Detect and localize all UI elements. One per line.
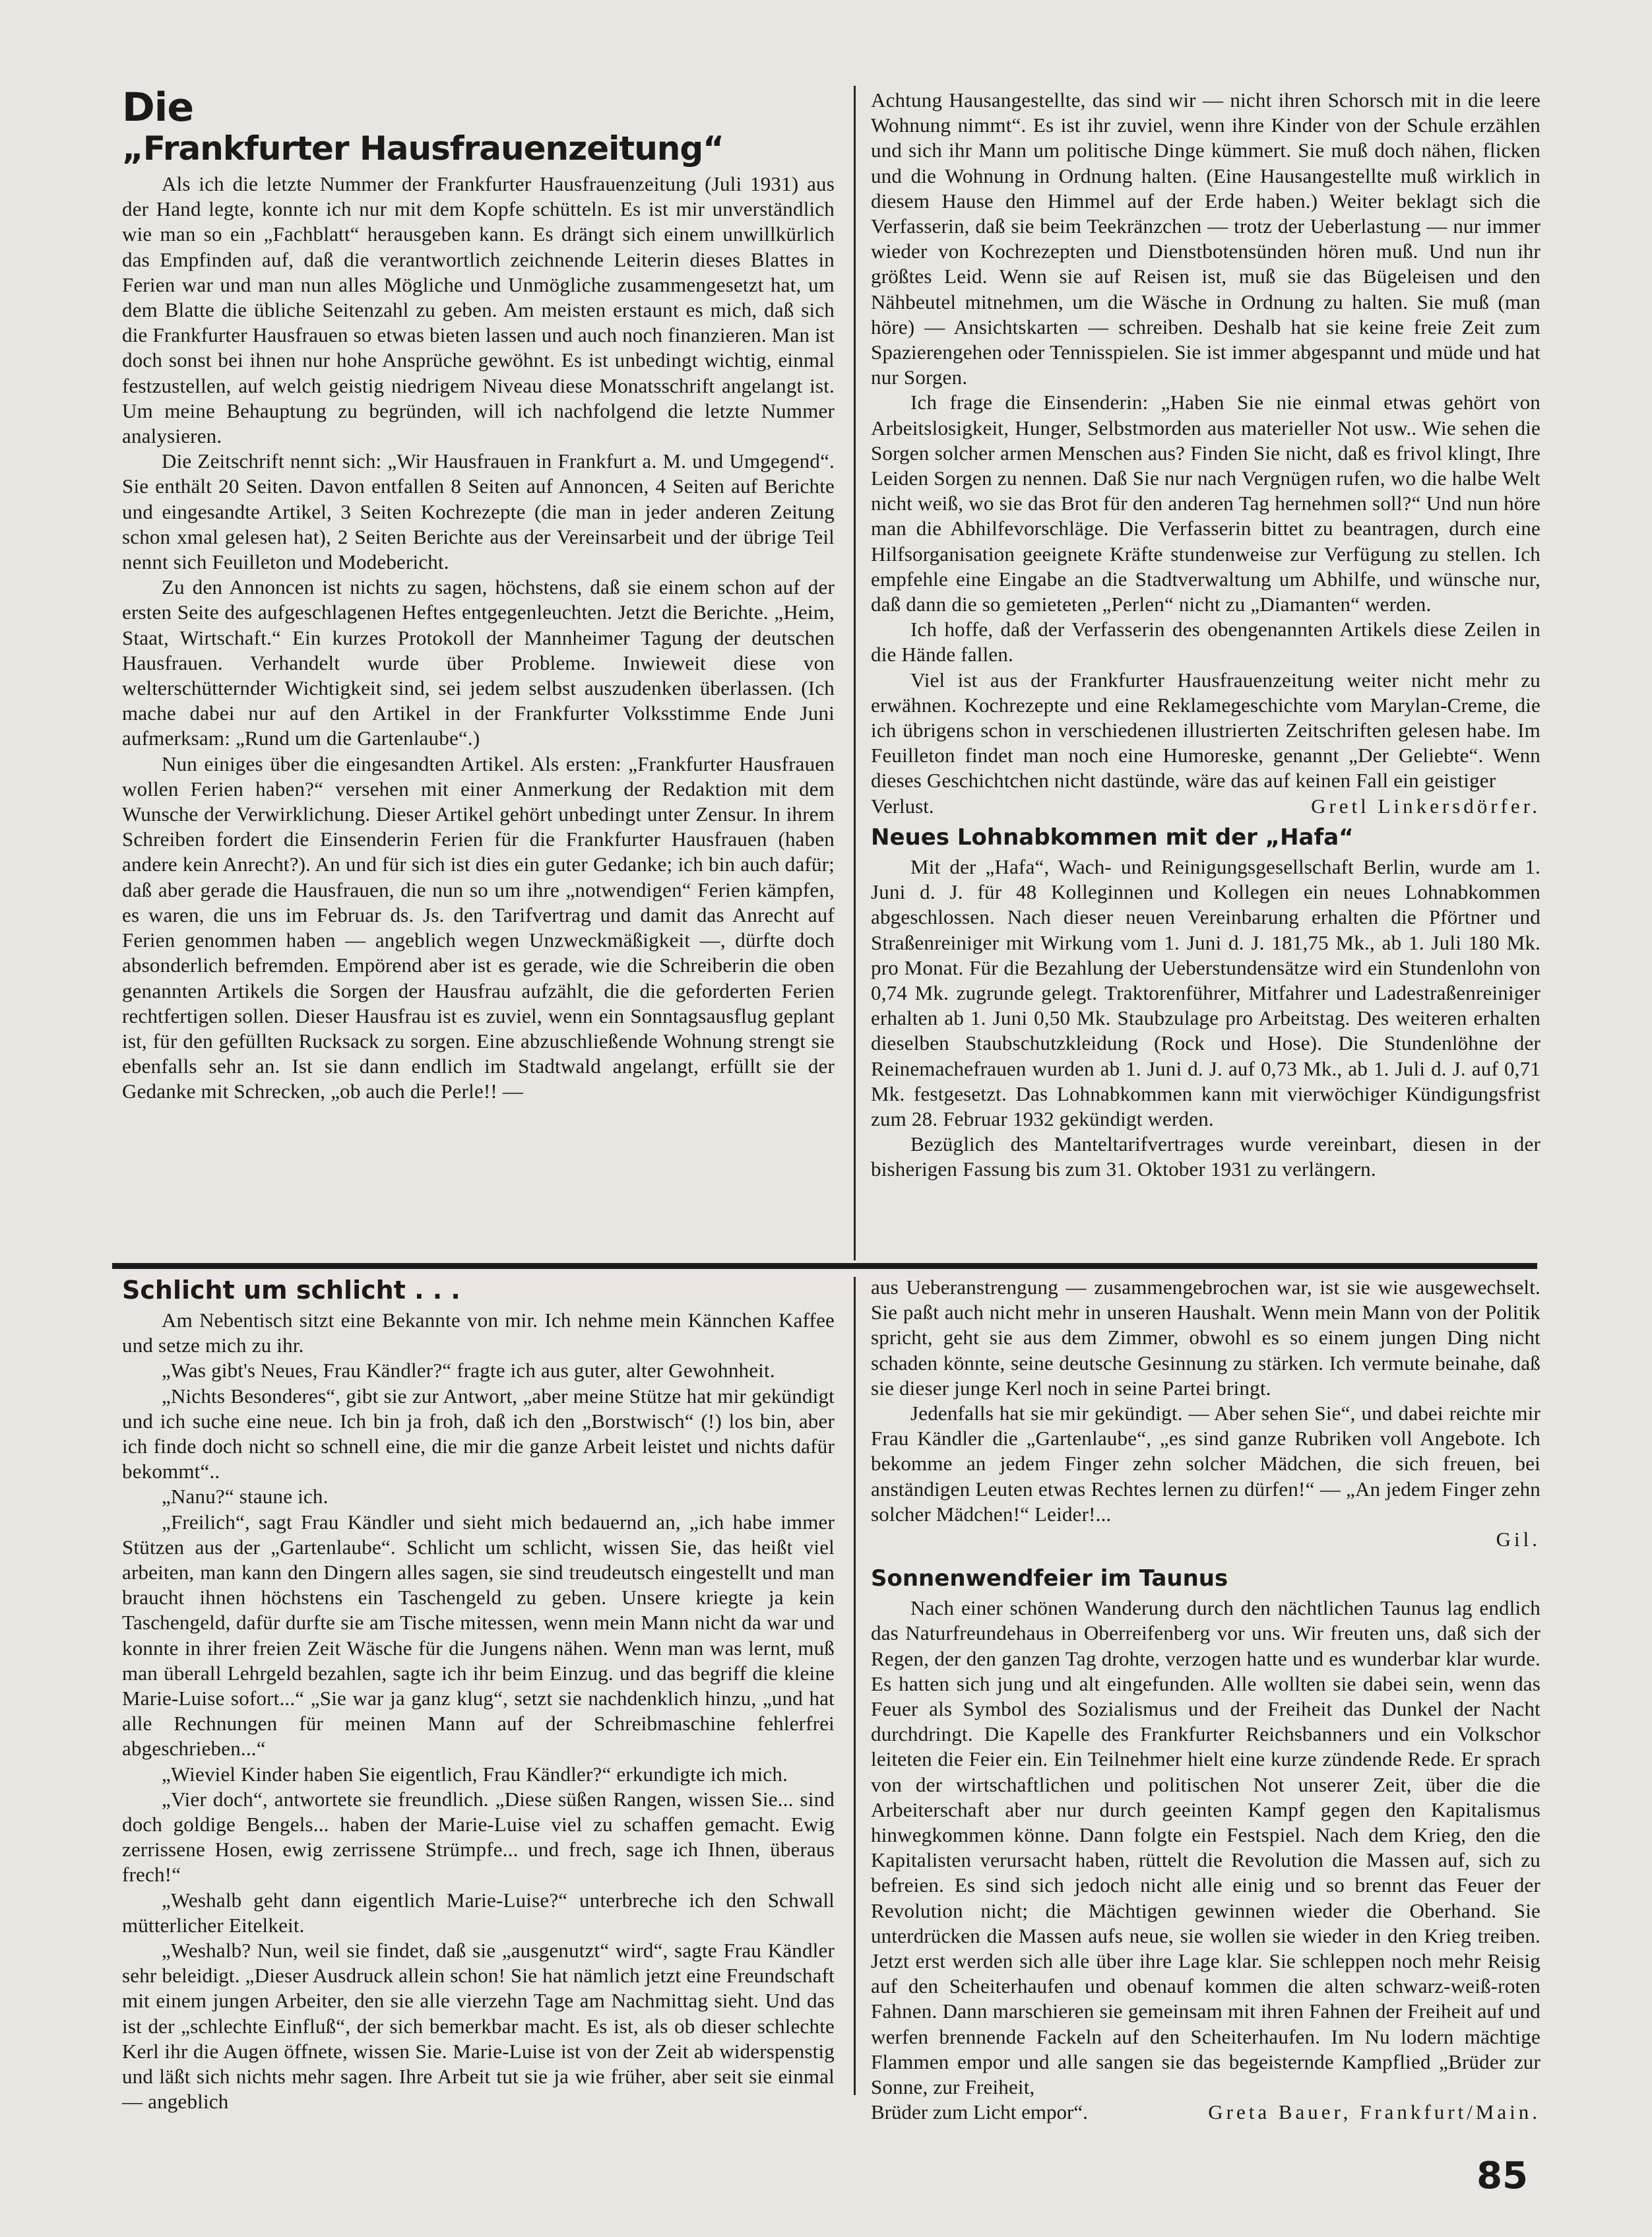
page-number: 85 — [1477, 2155, 1528, 2197]
article2-title: Neues Lohnabkommen mit der „Hafa“ — [871, 824, 1354, 851]
upper-left-column — [122, 86, 835, 1105]
article1-paragraph: Nun einiges über die eingesandten Artikel. Als ersten: „Frankfurter Hausfrauen wollen Ferien haben?“ versehen mit einer Anmerkung der Redaktion mit dem Wunsche der Verwirklichung. Dieser Artikel gehört unbedingt unter Zensur. In ihrem Schreiben fordert die Einsenderin Ferien für die Frankfurter Hausfrauen (haben andere kein Anrecht?). An und für sich ist dies ein guter Gedanke; ich bin auch dafür; daß aber gerade die Hausfrauen, die nun so um ihre „notwendigen“ Ferien kämpfen, es waren, die uns im Februar ds. Js. den Tarifvertrag und damit das Anrecht auf Ferien genommen haben — angeblich wegen Unzweckmäßigkeit —, dürfte doch absonderlich befremden. Empörend aber ist es gerade, wie die Schreiberin die oben genannten Artikels die Sorgen der Hausfrau aufzählt, die die geforderten Ferien rechtfertigen sollen. Dieser Hausfrau ist es zuviel, wenn ein Sonntagsausflug geplant ist, für den gefüllten Rucksack zu sorgen. Eine abzuschließende Wohnung strengt sie ebenfalls sehr an. Ist sie dann endlich im Stadtwald angelangt, erfüllt sie der Gedanke mit Schrecken, „ob auch die Perle!! — — [122, 752, 835, 1103]
article3-paragraph: „Nanu?“ staune ich. — [162, 1485, 329, 1508]
article4-paragraph: Nach einer schönen Wanderung durch den nächtlichen Taunus lag endlich das Naturfreundehaus in Oberreifenberg vor uns. Wir freuten uns, daß sich der Regen, der den ganzen Tag drohte, verzogen hatte und es wunderbar klar wurde. Es hatten sich jung und alt eingefunden. Alle wollten sie dabei sein, wenn das Feuer als Symbol des Sozialismus und der Freiheit das Dunkel der Nacht durchdringt. Die Kapelle des Frankfurter Reichsbanners und ein Volkschor leiteten die Feier ein. Ein Teilnehmer hielt eine kurze zündende Rede. Er sprach von der wirtschaftlichen und politischen Not unserer Zeit, über die die Arbeiterschaft aber nur durch geeinten Kampf gegen den Kapitalismus hinwegkommen könne. Dann folgte ein Festspiel. Nach dem Krieg, den die Kapitalisten verursacht haben, rüttelt die Revolution die Massen auf, sich zu befreien. Es sind sich jedoch nicht alle einig und so brennt das Feuer der Revolution nicht; die Mächtigen gewinnen wieder die Oberhand. Sie unterdrücken die Massen aufs neue, sie wollen sie wieder in den Krieg treiben. Jetzt erst werden sich alle über ihre Lage klar. Sie schleppen noch mehr Reisig auf den Scheiterhaufen und obenauf kommen die alten schwarz-weiß-roten Fahnen. Dann marschieren sie gemeinsam mit ihren Fahnen der Freiheit auf und werfen brennende Fackeln auf den Scheiterhaufen. Im Nu lodern mächtige Flammen empor und alle sangen sie das begeisternde Kampflied „Brüder zur Sonne, zur Freiheit, — [871, 1596, 1541, 2099]
article4-last-line: Brüder zum Licht empor“. — [871, 2100, 1088, 2124]
article1-author: Gretl Linkersdörfer. — [1311, 794, 1541, 818]
article3-paragraph: „Was gibt's Neues, Frau Kändler?“ fragte ich aus guter, alter Gewohnheit. — [162, 1359, 775, 1382]
article3-author: Gil. — [1496, 1528, 1541, 1551]
article3-paragraph: Jedenfalls hat sie mir gekündigt. — Aber sehen Sie“, und dabei reichte mir Frau Kändler die „Gartenlaube“, „es sind ganze Rubriken voll Angebote. Ich bekomme an jedem Finger zehn solcher Mädchen, die sich freuen, bei anständigen Leuten etwas Rechtes lernen zu dürfen!“ — „An jedem Finger zehn solcher Mädchen!“ Leider!... — [871, 1402, 1541, 1526]
article3-paragraph: Am Nebentisch sitzt eine Bekannte von mir. Ich nehme mein Kännchen Kaffee und setze mich zu ihr. — [122, 1309, 835, 1357]
article4-title: Sonnenwendfeier im Taunus — [871, 1565, 1228, 1592]
article4-signature-row — [871, 2100, 1541, 2125]
article1-paragraph: Ich hoffe, daß der Verfasserin des obengenannten Artikels diese Zeilen in die Hände fallen. — [871, 618, 1541, 666]
column-divider-upper — [854, 86, 856, 1260]
article3-paragraph: „Vier doch“, antwortete sie freundlich. „Diese süßen Rangen, wissen Sie... sind doch goldige Bengels... haben der Marie-Luise viel zu schaffen gemacht. Ewig zerrissene Hosen, ewig zerrissene Strümpfe... und frech, sage ich Ihnen, überaus frech!“ — [122, 1787, 835, 1887]
article3-paragraph: „Freilich“, sagt Frau Kändler und sieht mich bedauernd an, „ich habe immer Stützen aus der „Gartenlaube“. Schlicht um schlicht, wissen Sie, das heißt viel arbeiten, man kann den Dingern alles sagen, sie sind treudeutsch eingestellt und man braucht ihnen höchstens ein Taschengeld zu geben. Unsere kriegte ja kein Taschengeld, dafür durfte sie am Tische mitessen, wenn mein Mann nicht da war und konnte in ihrer freien Zeit Wäsche für die Jungens nähen. Wenn man was lernt, muß man überall Lehrgeld bezahlen, sagte ich ihr beim Einzug. und das begriff die kleine Marie-Luise sofort...“ „Sie war ja ganz klug“, setzt sie nachdenklich hinzu, „und hat alle Rechnungen für meinen Mann auf der Schreibmaschine fehlerfrei abgeschrieben...“ — [122, 1510, 835, 1761]
article1-paragraph: Die Zeitschrift nennt sich: „Wir Hausfrauen in Frankfurt a. M. und Umgegend“. Sie enthält 20 Seiten. Davon entfallen 8 Seiten auf Annoncen, 4 Seiten auf Berichte und eingesandte Artikel, 3 Seiten Kochrezepte (die man in jeder anderen Zeitung schon xmal gelesen hat), 2 Seiten Berichte aus der Vereinsarbeit und der übrige Teil nennt sich Feuilleton und Modebericht. — [122, 449, 835, 574]
column-divider-lower — [854, 1277, 856, 2095]
article1-title-line1: Die — [122, 84, 194, 131]
article1-signature-row — [871, 794, 1541, 819]
lower-left-column — [122, 1275, 835, 2115]
article1-title-line2: „Frankfurter Hausfrauenzeitung“ — [122, 129, 724, 168]
article1-paragraph: Ich frage die Einsenderin: „Haben Sie nie einmal etwas gehört von Arbeitslosigkeit, Hunger, Selbstmorden aus materieller Not usw.. Wie sehen die Sorgen solcher armen Menschen aus? Finden Sie nicht, daß es frivol klingt, Ihre Leiden Sorgen zu nennen. Daß Sie nur nach Vergnügen rufen, wo die halbe Welt nicht weiß, wo sie das Brot für den anderen Tag hernehmen soll?“ Und nun höre man die Abhilfevorschläge. Die Verfasserin bittet zu beantragen, durch eine Hilfsorganisation geeignete Kräfte stundenweise zur Verfügung zu stellen. Ich empfehle eine Eingabe an die Stadtverwaltung um Abhilfe, und wünsche nur, daß dann die so gemieteten „Perlen“ nicht zu „Diamanten“ werden. — [871, 391, 1541, 616]
article2-paragraph: Mit der „Hafa“, Wach- und Reinigungsgesellschaft Berlin, wurde am 1. Juni d. J. für 48 Kolleginnen und Kollegen ein neues Lohnabkommen abgeschlossen. Nach dieser neuen Vereinbarung erhalten die Pförtner und Straßenreiniger mit Wirkung vom 1. Juni d. J. 181,75 Mk., ab 1. Juli 180 Mk. pro Monat. Für die Bezahlung der Ueberstundensätze wird ein Stundenlohn von 0,74 Mk. zugrunde gelegt. Traktorenführer, Mitfahrer und Ladestraßenreiniger erhalten ab 1. Juni 0,50 Mk. Staubzulage pro Arbeitstag. Des weiteren erhalten dieselben Staubschutzkleidung (Rock und Hose). Die Stundenlöhne der Reinemachefrauen wurden ab 1. Juni d. J. auf 0,73 Mk., ab 1. Juli d. J. auf 0,71 Mk. festgesetzt. Das Lohnabkommen kann mit vierwöchiger Kündigungsfrist zum 28. Februar 1932 gekündigt werden. — [871, 855, 1541, 1130]
article1-last-line: Verlust. — [871, 794, 934, 818]
upper-right-column — [871, 88, 1541, 1183]
section-divider — [112, 1263, 1537, 1269]
article1-paragraph: Viel ist aus der Frankfurter Hausfrauenzeitung weiter nicht mehr zu erwähnen. Kochrezepte und eine Reklamegeschichte vom Marylan-Creme, die ich übrigens schon in verschiedenen illustrierten Zeitschriften gelesen habe. Im Feuilleton findet man noch eine Humoreske, genannt „Der Geliebte“. Wenn dieses Geschichtchen nicht dastünde, wäre das auf keinen Fall ein geistiger — [871, 668, 1541, 793]
article3-title: Schlicht um schlicht . . . — [122, 1276, 461, 1305]
article1-paragraph: Achtung Hausangestellte, das sind wir — nicht ihren Schorsch mit in die leere Wohnung nimmt“. Es ist ihr zuviel, wenn ihre Kinder von der Schule erzählen und sich ihr Mann um politische Dinge kümmert. Sie muß doch nähen, flicken und die Wohnung in Ordnung halten. (Eine Hausangestellte muß wirklich in diesem Hause den Himmel auf der Erde haben.) Weiter beklagt sich die Verfasserin, daß sie beim Teekränzchen — trotz der Ueberlastung — nur immer wieder von Kochrezepten und Dienstbotensünden hören muß. Und nun ihr größtes Leid. Wenn sie auf Reisen ist, muß sie das Bügeleisen und den Nähbeutel mitnehmen, um die Wäsche in Ordnung zu halten. Sie muß (man höre) — Ansichtskarten — schreiben. Deshalb hat sie keine freie Zeit zum Spazierengehen oder Tennisspielen. Sie ist immer abgespannt und müde und hat nur Sorgen. — [871, 88, 1541, 389]
article1-paragraph: Als ich die letzte Nummer der Frankfurter Hausfrauenzeitung (Juli 1931) aus der Hand legte, konnte ich nur mit dem Kopfe schütteln. Es ist mir unverständlich wie man so ein „Fachblatt“ herausgeben kann. Es drängt sich einem unwillkürlich das Empfinden auf, daß die verantwortlich zeichnende Leiterin dieses Blattes in Ferien war und man nun alles Mögliche und Unmögliche zusammengesetzt hat, um dem Blatte die übliche Seitenzahl zu geben. Am meisten erstaunt es mich, daß sich die Frankfurter Hausfrauen so etwas bieten lassen und auch noch finanzieren. Man ist doch sonst bei ihnen nur hohe Ansprüche gewöhnt. Es ist unbedingt wichtig, einmal festzustellen, auf welch geistig niedrigem Niveau diese Monatsschrift angelangt ist. Um meine Behauptung zu begründen, will ich nachfolgend die letzte Nummer analysieren. — [122, 172, 835, 448]
lower-right-column — [871, 1275, 1541, 2125]
article3-paragraph: „Nichts Besonderes“, gibt sie zur Antwort, „aber meine Stütze hat mir gekündigt und ich suche eine neue. Ich bin ja froh, daß ich den „Borstwisch“ (!) los bin, aber ich finde doch nicht so schnell eine, die mir die ganze Arbeit leistet und nichts dafür bekommt“.. — [122, 1384, 835, 1483]
article4-author: Greta Bauer, Frankfurt/Main. — [1208, 2100, 1541, 2124]
article1-paragraph: Zu den Annoncen ist nichts zu sagen, höchstens, daß sie einem schon auf der ersten Seite des aufgeschlagenen Heftes entgegenleuchten. Jetzt die Berichte. „Heim, Staat, Wirtschaft.“ Ein kurzes Protokoll der Mannheimer Tagung der deutschen Hausfrauen. Verhandelt wurde über Probleme. Inwieweit diese von welterschütternder Wichtigkeit sind, sei jedem selbst auszudenken überlassen. (Ich mache dabei nur auf den Artikel in der Frankfurter Volksstimme Ende Juni aufmerksam: „Rund um die Gartenlaube“.) — [122, 575, 835, 750]
article2-paragraph: Bezüglich des Manteltarifvertrages wurde vereinbart, diesen in der bisherigen Fassung bis zum 31. Oktober 1931 zu verlängern. — [871, 1132, 1541, 1181]
article3-paragraph: aus Ueberanstrengung — zusammengebrochen war, ist sie wie ausgewechselt. Sie paßt auch nicht mehr in unseren Haushalt. Wenn mein Mann von der Politik spricht, geht sie aus dem Zimmer, obwohl es so einem jungen Ding nicht schaden könnte, seine deutsche Gesinnung zu stärken. Ich vermute beinahe, daß sie dieser junge Kerl noch in seine Partei bringt. — [871, 1276, 1541, 1400]
article3-paragraph: „Weshalb geht dann eigentlich Marie-Luise?“ unterbreche ich den Schwall mütterlicher Eitelkeit. — [122, 1888, 835, 1937]
article3-paragraph: „Weshalb? Nun, weil sie findet, daß sie „ausgenutzt“ wird“, sagte Frau Kändler sehr beleidigt. „Dieser Ausdruck allein schon! Sie hat nämlich jetzt eine Freundschaft mit einem jungen Arbeiter, den sie alle vierzehn Tage am Nachmittag sieht. Und das ist der „schlechte Einfluß“, der sich bemerkbar macht. Es ist, als ob dieser schlechte Kerl ihr die Augen öffnete, wissen Sie. Marie-Luise ist von der Zeit ab widerspenstig und läßt sich nichts mehr sagen. Ihre Arbeit tut sie ja wie früher, aber seit sie einmal — angeblich — [122, 1939, 835, 2114]
article3-paragraph: „Wieviel Kinder haben Sie eigentlich, Frau Kändler?“ erkundigte ich mich. — [162, 1762, 788, 1786]
